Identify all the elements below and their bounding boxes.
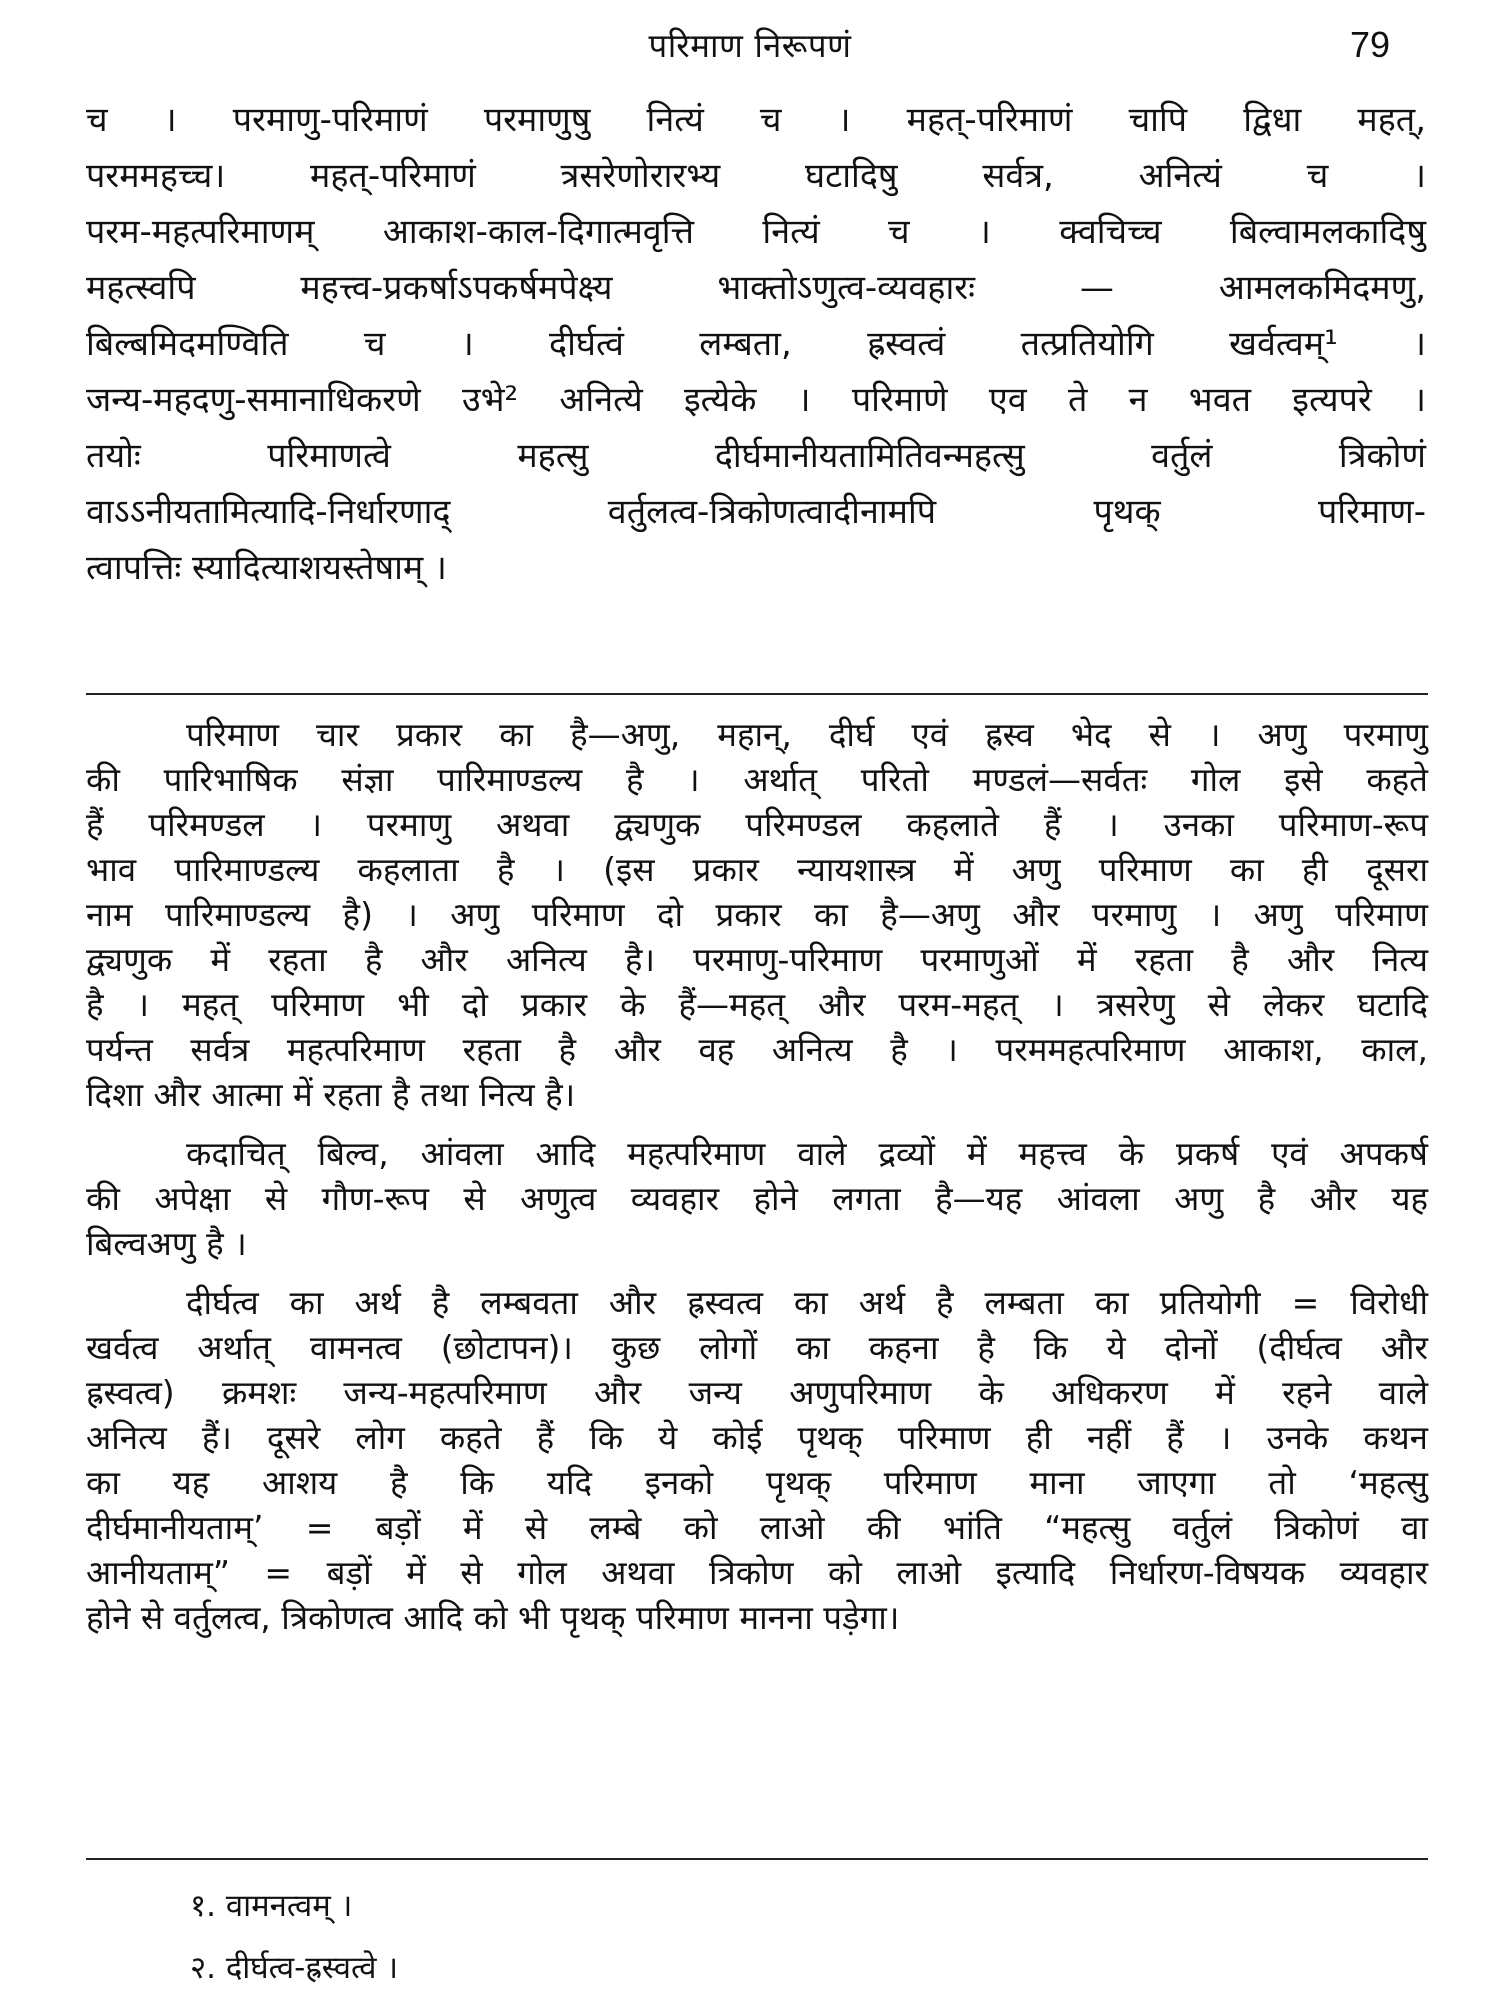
paragraph-line: दीर्घत्व का अर्थ है लम्बवता और ह्रस्वत्व का अर्थ है लम्बता का प्रतियोगी = विरोधी xyxy=(186,1283,1428,1322)
paragraph-line: खर्वत्व अर्थात् वामनत्व (छोटापन)। कुछ लोगों का कहना है कि ये दोनों (दीर्घत्व और xyxy=(86,1328,1428,1367)
sanskrit-line: वाऽऽनीयतामित्यादि-निर्धारणाद् वर्तुलत्व-त्रिकोणत्वादीनामपि पृथक् परिमाण- xyxy=(86,492,1426,532)
sanskrit-line: च । परमाणु-परिमाणं परमाणुषु नित्यं च । महत्-परिमाणं चापि द्विधा महत्, xyxy=(86,100,1426,140)
paragraph-line: परिमाण चार प्रकार का है—अणु, महान्, दीर्घ एवं ह्रस्व भेद से । अणु परमाणु xyxy=(186,715,1428,754)
paragraph-line: का यह आशय है कि यदि इनको पृथक् परिमाण माना जाएगा तो ‘महत्सु xyxy=(86,1463,1428,1502)
footnote-divider xyxy=(86,1858,1428,1860)
paragraph-line: बिल्वअणु है । xyxy=(86,1224,247,1263)
paragraph-line: होने से वर्तुलत्व, त्रिकोणत्व आदि को भी पृथक् परिमाण मानना पड़ेगा। xyxy=(86,1598,900,1637)
commentary-paragraph xyxy=(86,712,1428,1117)
running-title: परिमाण निरूपणं xyxy=(648,26,852,65)
sanskrit-line: महत्स्वपि महत्त्व-प्रकर्षाऽपकर्षमपेक्ष्य भाक्तोऽणुत्व-व्यवहारः — आमलकमिदमणु, xyxy=(86,268,1426,308)
paragraph-line: ह्रस्वत्व) क्रमशः जन्य-महत्परिमाण और जन्य अणुपरिमाण के अधिकरण में रहने वाले xyxy=(86,1373,1428,1412)
commentary-paragraph xyxy=(86,1280,1428,1640)
commentary-paragraph xyxy=(86,1131,1428,1266)
paragraph-line: अनित्य हैं। दूसरे लोग कहते हैं कि ये कोई पृथक् परिमाण ही नहीं हैं । उनके कथन xyxy=(86,1418,1428,1457)
sanskrit-line: तयोः परिमाणत्वे महत्सु दीर्घमानीयतामितिवन्महत्सु वर्तुलं त्रिकोणं xyxy=(86,436,1426,476)
footnote-2: २. दीर्घत्व-ह्रस्वत्वे । xyxy=(190,1950,399,1986)
paragraph-line: भाव पारिमाण्डल्य कहलाता है । (इस प्रकार न्यायशास्त्र में अणु परिमाण का ही दूसरा xyxy=(86,850,1428,889)
paragraph-line: द्व्यणुक में रहता है और अनित्य है। परमाणु-परिमाण परमाणुओं में रहता है और नित्य xyxy=(86,940,1428,979)
section-divider xyxy=(86,693,1428,695)
sanskrit-line: त्वापत्तिः स्यादित्याशयस्तेषाम् । xyxy=(86,548,447,588)
paragraph-line: कदाचित् बिल्व, आंवला आदि महत्परिमाण वाले द्रव्यों में महत्त्व के प्रकर्ष एवं अपकर्ष xyxy=(186,1134,1428,1173)
paragraph-line: है । महत् परिमाण भी दो प्रकार के हैं—महत् और परम-महत् । त्रसरेणु से लेकर घटादि xyxy=(86,985,1428,1024)
paragraph-line: दीर्घमानीयताम्’ = बड़ों में से लम्बे को लाओ की भांति “महत्सु वर्तुलं त्रिकोणं वा xyxy=(86,1508,1428,1547)
paragraph-line: दिशा और आत्मा में रहता है तथा नित्य है। xyxy=(86,1075,576,1114)
sanskrit-line: जन्य-महदणु-समानाधिकरणे उभे² अनित्ये इत्येके । परिमाणे एव ते न भवत इत्यपरे । xyxy=(86,380,1426,420)
page-number: 79 xyxy=(1349,24,1390,65)
paragraph-line: हैं परिमण्डल । परमाणु अथवा द्व्यणुक परिमण्डल कहलाते हैं । उनका परिमाण-रूप xyxy=(86,805,1428,844)
paragraph-line: आनीयताम्” = बड़ों में से गोल अथवा त्रिकोण को लाओ इत्यादि निर्धारण-विषयक व्यवहार xyxy=(86,1553,1428,1592)
hindi-commentary xyxy=(86,712,1428,1654)
paragraph-line: की पारिभाषिक संज्ञा पारिमाण्डल्य है । अर्थात् परितो मण्डलं—सर्वतः गोल इसे कहते xyxy=(86,760,1428,799)
paragraph-line: पर्यन्त सर्वत्र महत्परिमाण रहता है और वह अनित्य है । परममहत्परिमाण आकाश, काल, xyxy=(86,1030,1428,1069)
paragraph-line: की अपेक्षा से गौण-रूप से अणुत्व व्यवहार होने लगता है—यह आंवला अणु है और यह xyxy=(86,1179,1428,1218)
footnotes xyxy=(190,1875,398,1999)
sanskrit-line: परममहच्च। महत्-परिमाणं त्रसरेणोरारभ्य घटादिषु सर्वत्र, अनित्यं च । xyxy=(86,156,1426,196)
sanskrit-line: बिल्बमिदमण्विति च । दीर्घत्वं लम्बता, ह्रस्वत्वं तत्प्रतियोगि खर्वत्वम्¹ । xyxy=(86,324,1426,364)
sanskrit-line: परम-महत्परिमाणम् आकाश-काल-दिगात्मवृत्ति नित्यं च । क्वचिच्च बिल्वामलकादिषु xyxy=(86,212,1426,252)
footnote-1: १. वामनत्वम् । xyxy=(190,1888,353,1924)
sanskrit-text-block xyxy=(86,92,1426,596)
paragraph-line: नाम पारिमाण्डल्य है) । अणु परिमाण दो प्रकार का है—अणु और परमाणु । अणु परिमाण xyxy=(86,895,1428,934)
